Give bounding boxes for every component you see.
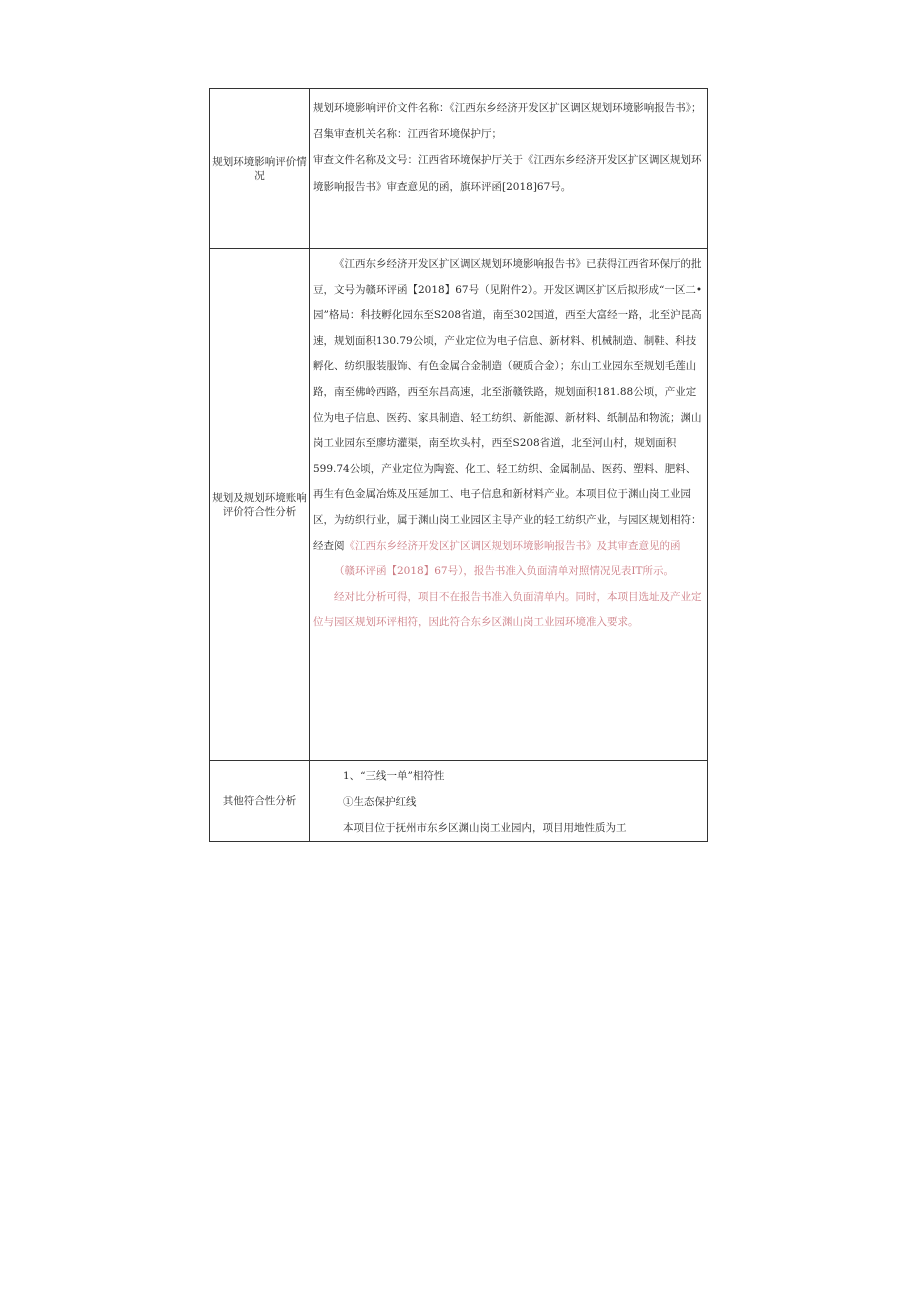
row-label-cell	[210, 89, 310, 249]
paragraph: 规划环境影响评价文件名称：《江西东乡经济开发区扩区调区规划环境影响报告书》；	[313, 102, 702, 114]
row-label-cell	[210, 761, 310, 842]
pink-paragraph: 经对比分析可得，项目不在报告书准入负面清单内。同时，本项目选址及产业定位与园区规划环评相符，因此符合东乡区渊山岗工业园环境准入要求。	[313, 590, 702, 629]
paragraph: 1、“三线一单”相符性	[343, 770, 445, 782]
row-content-cell	[310, 761, 708, 842]
row-content-cell	[310, 89, 708, 249]
table-row	[210, 89, 708, 249]
row-label-cell	[210, 249, 310, 761]
paragraph	[313, 252, 705, 559]
table-row	[210, 249, 708, 761]
paragraph: 审查文件名称及文号：江西省环境保护厅关于《江西东乡经济开发区扩区调区规划环境影响报告书》审查意见的函，旗环评函[2018]67号。	[313, 154, 702, 193]
row-content-cell	[310, 249, 708, 761]
table-row	[210, 761, 708, 842]
row-label: 规划环境影响评价情况	[212, 155, 307, 182]
pink-inline-text: 《江西东乡经济开发区扩区调区规划环境影响报告书》及其审查意见的函	[344, 539, 681, 552]
assessment-table	[209, 88, 708, 842]
paragraph-text: 《江西东乡经济开发区扩区调区规划环境影响报告书》已获得江西省环保厅的批豆，文号为赣环评函【2018】67号（见附件2）。开发区调区扩区后拟形成“一区二•园”格局：科技孵化园东至S208省道，南至302国道，西至大富经一路，北至沪昆高速，规划面积130.79公顷，产业定位为电子信息、新材料、机械制造、制鞋、科技孵化、纺织服装服饰、有色金属合金制造（硬质合金）；东山工业园东至规划毛莲山路，南至佛岭西路，西至东昌高速，北至浙赣铁路，规划面积181.88公顷，产业定位为电子信息、医药、家具制造、轻工纺织、新能源、新材料、纸制品和物流；渊山岗工业园东至廖坊灌渠，南至坎头村，西至S208省道，北至河山村，规划面积599.74公顷，产业定位为陶瓷、化工、轻工纺织、金属制品、医药、塑料、肥料、再生有色金属冶炼及压延加工、电子信息和新材料产业。本项目位于渊山岗工业园区，为纺织行业，属于渊山岗工业园区主导产业的轻工纺织产业，与园区规划相符：经查阅	[313, 258, 703, 552]
row-label: 其他符合性分析	[222, 795, 297, 807]
paragraph: ①生态保护红线	[343, 796, 417, 808]
row-label: 规划及规划环境账响评价符合性分析	[212, 491, 307, 518]
paragraph: 本项目位于抚州市东乡区渊山岗工业园内，项目用地性质为工	[343, 822, 627, 834]
pink-paragraph: （赣环评函【2018】67号），报告书准入负面清单对照情况见表IT所示。	[334, 565, 674, 578]
paragraph: 召集审查机关名称：江西省环境保护厅；	[313, 128, 502, 141]
